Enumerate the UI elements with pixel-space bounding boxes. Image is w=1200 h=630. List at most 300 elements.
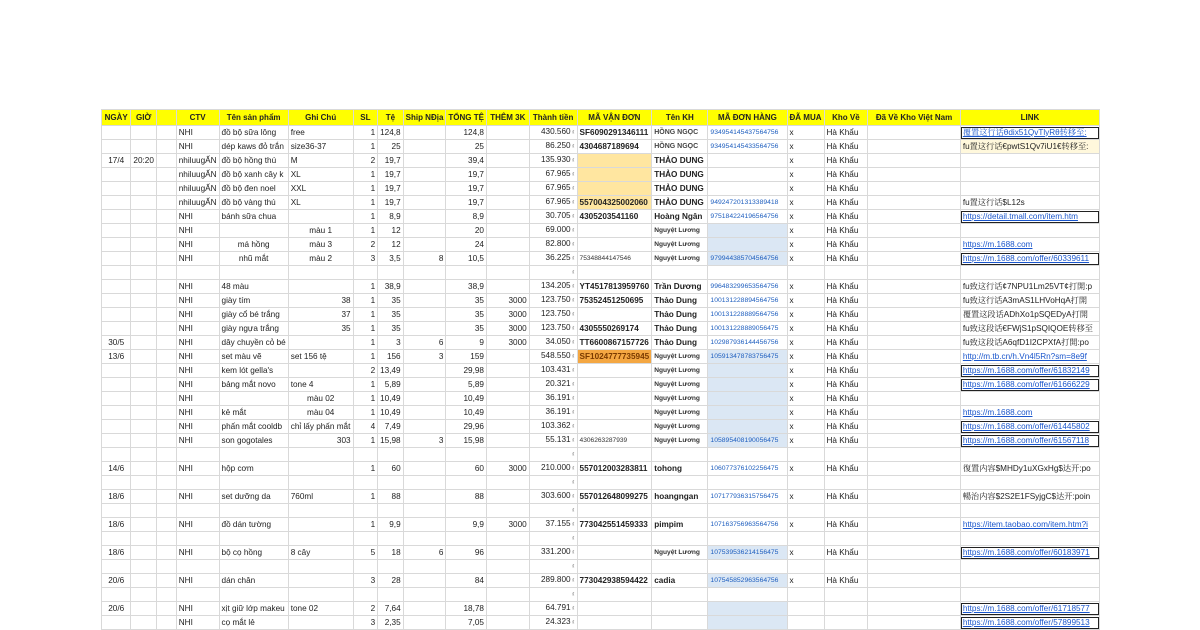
cell-sl[interactable]: 1 [353, 196, 378, 210]
cell-sp[interactable]: đồ bộ đen noel [219, 182, 288, 196]
cell-ngay[interactable] [102, 140, 131, 154]
cell-te[interactable] [378, 560, 404, 574]
cell-link[interactable]: fu致这行话¢7NPU1Lm25VT¢打開:p [960, 280, 1099, 294]
cell-tt[interactable]: 24.323 ₫ [529, 616, 577, 630]
cell-mvd[interactable]: 4305203541160 [577, 210, 652, 224]
cell-ctv[interactable]: NHI [176, 392, 219, 406]
cell-da[interactable] [787, 616, 824, 630]
cell-ngay[interactable] [102, 210, 131, 224]
cell-gio[interactable] [131, 504, 157, 518]
cell-kho[interactable]: Hà Khẩu [824, 196, 868, 210]
cell-x[interactable] [156, 280, 176, 294]
cell-ctv[interactable]: NHI [176, 364, 219, 378]
cell-sl[interactable]: 5 [353, 546, 378, 560]
cell-da[interactable]: x [787, 308, 824, 322]
cell-ngay[interactable] [102, 448, 131, 462]
cell-sl[interactable]: 1 [353, 336, 378, 350]
cell-link[interactable]: https://m.1688.com [960, 238, 1099, 252]
cell-them[interactable] [486, 238, 529, 252]
cell-kh[interactable]: Nguyệt Lương [652, 350, 708, 364]
cell-kho[interactable] [824, 448, 868, 462]
cell-ship[interactable] [403, 490, 446, 504]
cell-ship[interactable] [403, 378, 446, 392]
cell-gc[interactable]: 760ml [288, 490, 353, 504]
cell-da[interactable] [787, 504, 824, 518]
cell-tt[interactable]: 67.965 ₫ [529, 168, 577, 182]
cell-ship[interactable] [403, 280, 446, 294]
cell-vn[interactable] [868, 266, 961, 280]
cell-gc[interactable] [288, 560, 353, 574]
cell-vn[interactable] [868, 378, 961, 392]
cell-tt[interactable]: 34.050 ₫ [529, 336, 577, 350]
cell-gio[interactable] [131, 420, 157, 434]
cell-mvd[interactable] [577, 392, 652, 406]
cell-kh[interactable]: Hoàng Ngân [652, 210, 708, 224]
cell-sl[interactable] [353, 266, 378, 280]
cell-kho[interactable]: Hà Khẩu [824, 238, 868, 252]
cell-mvd[interactable]: 75352451250695 [577, 294, 652, 308]
cell-mvd[interactable] [577, 546, 652, 560]
cell-ship[interactable] [403, 168, 446, 182]
cell-them[interactable] [486, 392, 529, 406]
cell-da[interactable]: x [787, 392, 824, 406]
cell-tt[interactable] [529, 476, 577, 490]
cell-mvd[interactable]: 4305550269174 [577, 322, 652, 336]
cell-vn[interactable] [868, 476, 961, 490]
cell-x[interactable] [156, 266, 176, 280]
cell-link[interactable] [960, 448, 1099, 462]
cell-mdh[interactable] [708, 238, 787, 252]
cell-te[interactable]: 19,7 [378, 168, 404, 182]
cell-vn[interactable] [868, 364, 961, 378]
cell-x[interactable] [156, 490, 176, 504]
cell-te[interactable]: 7,49 [378, 420, 404, 434]
cell-kho[interactable]: Hà Khẩu [824, 518, 868, 532]
cell-tt[interactable]: 548.550 ₫ [529, 350, 577, 364]
cell-kho[interactable] [824, 560, 868, 574]
cell-gio[interactable]: 20:20 [131, 154, 157, 168]
cell-da[interactable]: x [787, 280, 824, 294]
cell-link[interactable] [960, 224, 1099, 238]
cell-vn[interactable] [868, 490, 961, 504]
cell-gc[interactable] [288, 280, 353, 294]
cell-kh[interactable]: Trần Dương [652, 280, 708, 294]
cell-mdh[interactable]: 105895408190056475 [708, 434, 787, 448]
cell-link[interactable]: fu致这段话A6qfD1I2CPXfA打開:po [960, 336, 1099, 350]
cell-kh[interactable] [652, 504, 708, 518]
cell-da[interactable]: x [787, 238, 824, 252]
cell-link[interactable]: fu致这行话A3mAS1LHVoHqA打開 [960, 294, 1099, 308]
cell-tong[interactable]: 19,7 [446, 168, 487, 182]
cell-gio[interactable] [131, 224, 157, 238]
cell-ctv[interactable]: nhiluugẤN [176, 168, 219, 182]
cell-gio[interactable] [131, 210, 157, 224]
cell-x[interactable] [156, 336, 176, 350]
column-header[interactable]: TỔNG TỆ [446, 110, 487, 126]
cell-mdh[interactable] [708, 588, 787, 602]
cell-te[interactable]: 35 [378, 308, 404, 322]
cell-mdh[interactable] [708, 182, 787, 196]
cell-ship[interactable] [403, 602, 446, 616]
cell-sl[interactable]: 1 [353, 210, 378, 224]
cell-gc[interactable]: màu 04 [288, 406, 353, 420]
cell-sp[interactable]: má hồng [219, 238, 288, 252]
cell-kho[interactable]: Hà Khẩu [824, 574, 868, 588]
cell-ship[interactable] [403, 574, 446, 588]
cell-ngay[interactable] [102, 588, 131, 602]
cell-da[interactable] [787, 266, 824, 280]
cell-them[interactable] [486, 406, 529, 420]
cell-ctv[interactable]: NHI [176, 420, 219, 434]
cell-da[interactable]: x [787, 294, 824, 308]
cell-da[interactable]: x [787, 490, 824, 504]
cell-sl[interactable]: 1 [353, 462, 378, 476]
cell-ship[interactable] [403, 448, 446, 462]
cell-them[interactable] [486, 266, 529, 280]
cell-sp[interactable] [219, 266, 288, 280]
cell-te[interactable] [378, 476, 404, 490]
cell-te[interactable]: 156 [378, 350, 404, 364]
cell-ngay[interactable]: 18/6 [102, 490, 131, 504]
cell-ship[interactable] [403, 294, 446, 308]
column-header[interactable]: Tệ [378, 110, 404, 126]
cell-kho[interactable] [824, 476, 868, 490]
cell-sp[interactable]: bộ cọ hồng [219, 546, 288, 560]
cell-ctv[interactable]: NHI [176, 280, 219, 294]
cell-gio[interactable] [131, 308, 157, 322]
cell-link[interactable]: fu置这行话€pwtS1Qv7iU1€转移至: [960, 140, 1099, 154]
cell-tt[interactable] [529, 560, 577, 574]
cell-tt[interactable]: 36.191 ₫ [529, 406, 577, 420]
cell-sl[interactable]: 2 [353, 364, 378, 378]
cell-gio[interactable] [131, 532, 157, 546]
cell-ctv[interactable] [176, 448, 219, 462]
cell-mdh[interactable]: 107545852963564756 [708, 574, 787, 588]
cell-kh[interactable]: pimpim [652, 518, 708, 532]
cell-gio[interactable] [131, 434, 157, 448]
cell-te[interactable]: 38,9 [378, 280, 404, 294]
cell-gc[interactable] [288, 266, 353, 280]
cell-mdh[interactable]: 100131228889564756 [708, 308, 787, 322]
cell-mvd[interactable]: 557004325002060 [577, 196, 652, 210]
cell-ctv[interactable]: NHI [176, 518, 219, 532]
column-header[interactable]: NGÀY [102, 110, 131, 126]
cell-kho[interactable] [824, 504, 868, 518]
cell-vn[interactable] [868, 392, 961, 406]
cell-vn[interactable] [868, 238, 961, 252]
cell-mvd[interactable]: SF6090291346111 [577, 126, 652, 140]
cell-da[interactable] [787, 448, 824, 462]
cell-tong[interactable]: 39,4 [446, 154, 487, 168]
cell-kho[interactable]: Hà Khẩu [824, 140, 868, 154]
cell-gio[interactable] [131, 560, 157, 574]
cell-tt[interactable]: 103.362 ₫ [529, 420, 577, 434]
cell-tt[interactable]: 67.965 ₫ [529, 182, 577, 196]
cell-vn[interactable] [868, 518, 961, 532]
cell-mdh[interactable]: 107539536214156475 [708, 546, 787, 560]
cell-sl[interactable]: 1 [353, 406, 378, 420]
cell-vn[interactable] [868, 462, 961, 476]
cell-sl[interactable] [353, 448, 378, 462]
cell-ngay[interactable] [102, 266, 131, 280]
cell-tong[interactable]: 10,5 [446, 252, 487, 266]
cell-te[interactable] [378, 448, 404, 462]
cell-ship[interactable] [403, 210, 446, 224]
cell-tong[interactable] [446, 532, 487, 546]
cell-x[interactable] [156, 406, 176, 420]
cell-tt[interactable]: 55.131 ₫ [529, 434, 577, 448]
cell-vn[interactable] [868, 280, 961, 294]
cell-ctv[interactable]: NHI [176, 462, 219, 476]
cell-link[interactable]: https://m.1688.com/offer/57899513 [960, 616, 1099, 630]
cell-x[interactable] [156, 532, 176, 546]
cell-x[interactable] [156, 210, 176, 224]
cell-ship[interactable] [403, 126, 446, 140]
cell-da[interactable]: x [787, 182, 824, 196]
cell-tong[interactable]: 5,89 [446, 378, 487, 392]
cell-them[interactable] [486, 504, 529, 518]
cell-da[interactable]: x [787, 168, 824, 182]
cell-kh[interactable]: Thảo Dung [652, 308, 708, 322]
column-header[interactable]: Tên sản phẩm [219, 110, 288, 126]
cell-link[interactable]: http://m.tb.cn/h.Vn4l5Rn?sm=8e9f [960, 350, 1099, 364]
cell-tong[interactable]: 29,98 [446, 364, 487, 378]
cell-sl[interactable]: 1 [353, 434, 378, 448]
cell-ctv[interactable]: NHI [176, 238, 219, 252]
cell-te[interactable]: 3 [378, 336, 404, 350]
cell-gc[interactable] [288, 532, 353, 546]
cell-kh[interactable]: Thảo Dung [652, 294, 708, 308]
cell-link[interactable]: https://m.1688.com/offer/61832149 [960, 364, 1099, 378]
cell-them[interactable] [486, 490, 529, 504]
cell-gc[interactable]: M [288, 154, 353, 168]
cell-vn[interactable] [868, 602, 961, 616]
cell-mdh[interactable]: 975184224196564756 [708, 210, 787, 224]
cell-kh[interactable]: THẢO DUNG [652, 168, 708, 182]
cell-them[interactable] [486, 560, 529, 574]
cell-gio[interactable] [131, 462, 157, 476]
cell-tong[interactable]: 29,96 [446, 420, 487, 434]
cell-sl[interactable]: 1 [353, 126, 378, 140]
cell-kho[interactable] [824, 602, 868, 616]
column-header[interactable]: Đã Về Kho Việt Nam [868, 110, 961, 126]
cell-kh[interactable] [652, 532, 708, 546]
cell-ngay[interactable] [102, 280, 131, 294]
cell-vn[interactable] [868, 182, 961, 196]
cell-vn[interactable] [868, 196, 961, 210]
cell-link[interactable]: 覆置这行话θdix51QvTlyRθ转移至: [960, 126, 1099, 140]
cell-tt[interactable]: 20.321 ₫ [529, 378, 577, 392]
cell-vn[interactable] [868, 560, 961, 574]
cell-vn[interactable] [868, 532, 961, 546]
cell-x[interactable] [156, 462, 176, 476]
cell-tt[interactable]: 123.750 ₫ [529, 294, 577, 308]
cell-them[interactable] [486, 280, 529, 294]
cell-mdh[interactable] [708, 602, 787, 616]
cell-kho[interactable]: Hà Khẩu [824, 308, 868, 322]
cell-te[interactable] [378, 588, 404, 602]
cell-tong[interactable]: 7,05 [446, 616, 487, 630]
cell-tong[interactable]: 15,98 [446, 434, 487, 448]
cell-ngay[interactable] [102, 308, 131, 322]
cell-kho[interactable]: Hà Khẩu [824, 392, 868, 406]
cell-tong[interactable]: 9,9 [446, 518, 487, 532]
cell-them[interactable] [486, 210, 529, 224]
cell-x[interactable] [156, 616, 176, 630]
cell-sl[interactable]: 1 [353, 322, 378, 336]
cell-them[interactable]: 3000 [486, 518, 529, 532]
cell-gc[interactable] [288, 364, 353, 378]
cell-x[interactable] [156, 546, 176, 560]
cell-ship[interactable] [403, 518, 446, 532]
cell-tt[interactable]: 82.800 ₫ [529, 238, 577, 252]
cell-mdh[interactable]: 100131228894564756 [708, 294, 787, 308]
cell-sp[interactable]: dán chân [219, 574, 288, 588]
cell-vn[interactable] [868, 140, 961, 154]
cell-mvd[interactable]: 557012003283811 [577, 462, 652, 476]
cell-mdh[interactable] [708, 616, 787, 630]
cell-gio[interactable] [131, 322, 157, 336]
cell-mdh[interactable]: 934954145437564756 [708, 126, 787, 140]
cell-gc[interactable]: size36-37 [288, 140, 353, 154]
cell-ctv[interactable]: NHI [176, 434, 219, 448]
cell-ngay[interactable]: 14/6 [102, 462, 131, 476]
cell-them[interactable] [486, 588, 529, 602]
cell-vn[interactable] [868, 224, 961, 238]
cell-gc[interactable]: tone 4 [288, 378, 353, 392]
cell-ctv[interactable]: NHI [176, 616, 219, 630]
cell-da[interactable]: x [787, 210, 824, 224]
cell-gio[interactable] [131, 448, 157, 462]
cell-kho[interactable]: Hà Khẩu [824, 420, 868, 434]
cell-ctv[interactable] [176, 476, 219, 490]
cell-sp[interactable]: giày cổ bé trắng [219, 308, 288, 322]
cell-kho[interactable]: Hà Khẩu [824, 406, 868, 420]
cell-tt[interactable]: 36.225 ₫ [529, 252, 577, 266]
cell-kh[interactable]: tohong [652, 462, 708, 476]
cell-te[interactable]: 35 [378, 294, 404, 308]
cell-link[interactable] [960, 476, 1099, 490]
cell-mdh[interactable] [708, 224, 787, 238]
cell-gc[interactable] [288, 574, 353, 588]
cell-x[interactable] [156, 238, 176, 252]
cell-tt[interactable] [529, 448, 577, 462]
cell-gio[interactable] [131, 140, 157, 154]
cell-sl[interactable]: 4 [353, 420, 378, 434]
cell-ctv[interactable]: NHI [176, 406, 219, 420]
cell-te[interactable]: 10,49 [378, 392, 404, 406]
cell-tt[interactable]: 69.000 ₫ [529, 224, 577, 238]
cell-sl[interactable]: 1 [353, 182, 378, 196]
cell-x[interactable] [156, 168, 176, 182]
cell-ship[interactable] [403, 560, 446, 574]
cell-link[interactable]: https://m.1688.com/offer/61718577 [960, 602, 1099, 616]
cell-gio[interactable] [131, 252, 157, 266]
cell-ship[interactable] [403, 238, 446, 252]
cell-them[interactable]: 3000 [486, 294, 529, 308]
column-header[interactable] [156, 110, 176, 126]
cell-gc[interactable] [288, 504, 353, 518]
cell-sp[interactable]: xịt giữ lớp makeu [219, 602, 288, 616]
cell-them[interactable] [486, 434, 529, 448]
cell-ship[interactable] [403, 140, 446, 154]
cell-sl[interactable] [353, 532, 378, 546]
cell-ship[interactable] [403, 588, 446, 602]
cell-kh[interactable]: Nguyệt Lương [652, 392, 708, 406]
cell-te[interactable]: 35 [378, 322, 404, 336]
cell-gio[interactable] [131, 280, 157, 294]
cell-ngay[interactable] [102, 168, 131, 182]
cell-ctv[interactable]: NHI [176, 294, 219, 308]
cell-ngay[interactable] [102, 560, 131, 574]
cell-mvd[interactable] [577, 504, 652, 518]
cell-x[interactable] [156, 476, 176, 490]
cell-them[interactable]: 3000 [486, 308, 529, 322]
cell-tt[interactable] [529, 504, 577, 518]
cell-gio[interactable] [131, 378, 157, 392]
cell-tt[interactable]: 36.191 ₫ [529, 392, 577, 406]
cell-vn[interactable] [868, 210, 961, 224]
cell-sl[interactable]: 3 [353, 252, 378, 266]
cell-vn[interactable] [868, 588, 961, 602]
cell-tt[interactable]: 289.800 ₫ [529, 574, 577, 588]
cell-link[interactable] [960, 504, 1099, 518]
cell-sp[interactable]: cọ mắt lẻ [219, 616, 288, 630]
cell-ctv[interactable]: NHI [176, 350, 219, 364]
cell-gc[interactable]: màu 3 [288, 238, 353, 252]
cell-them[interactable] [486, 546, 529, 560]
cell-tong[interactable]: 10,49 [446, 406, 487, 420]
cell-tong[interactable]: 20 [446, 224, 487, 238]
column-header[interactable]: Ghi Chú [288, 110, 353, 126]
cell-them[interactable] [486, 196, 529, 210]
cell-link[interactable]: https://m.1688.com/offer/60339611 [960, 252, 1099, 266]
cell-ship[interactable] [403, 196, 446, 210]
cell-da[interactable]: x [787, 420, 824, 434]
cell-ctv[interactable]: nhiluugẤN [176, 182, 219, 196]
cell-te[interactable]: 8,9 [378, 210, 404, 224]
cell-sp[interactable]: 48 màu [219, 280, 288, 294]
cell-mvd[interactable] [577, 168, 652, 182]
cell-ngay[interactable] [102, 476, 131, 490]
cell-them[interactable] [486, 532, 529, 546]
cell-ngay[interactable]: 13/6 [102, 350, 131, 364]
cell-vn[interactable] [868, 406, 961, 420]
cell-sl[interactable]: 1 [353, 140, 378, 154]
cell-vn[interactable] [868, 336, 961, 350]
cell-ctv[interactable]: NHI [176, 252, 219, 266]
cell-them[interactable] [486, 378, 529, 392]
column-header[interactable]: Tên KH [652, 110, 708, 126]
cell-ship[interactable] [403, 406, 446, 420]
cell-mdh[interactable] [708, 392, 787, 406]
cell-da[interactable]: x [787, 224, 824, 238]
cell-tong[interactable] [446, 560, 487, 574]
cell-ctv[interactable] [176, 588, 219, 602]
cell-te[interactable]: 10,49 [378, 406, 404, 420]
cell-mvd[interactable]: 773042551459333 [577, 518, 652, 532]
cell-x[interactable] [156, 350, 176, 364]
cell-sl[interactable]: 1 [353, 168, 378, 182]
cell-kh[interactable]: Thảo Dung [652, 336, 708, 350]
cell-sp[interactable]: đồ bộ hồng thú [219, 154, 288, 168]
cell-kho[interactable] [824, 532, 868, 546]
cell-x[interactable] [156, 504, 176, 518]
cell-gc[interactable] [288, 518, 353, 532]
cell-ship[interactable] [403, 532, 446, 546]
cell-ship[interactable] [403, 462, 446, 476]
cell-tong[interactable]: 60 [446, 462, 487, 476]
